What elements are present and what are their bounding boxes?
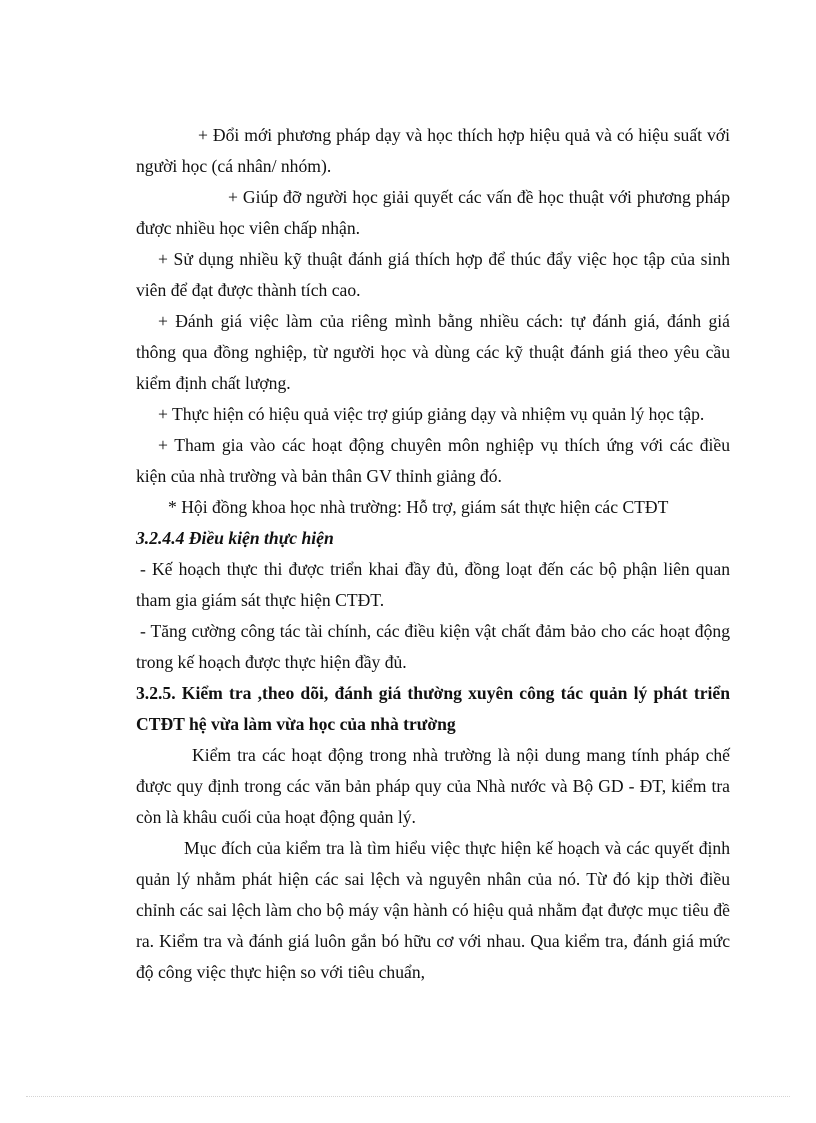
body-paragraph: Mục đích của kiểm tra là tìm hiểu việc thực hiện kế hoạch và các quyết định quản lý nhằm phát hiện các sai lệch và nguyên nhân của nó. Từ đó kịp thời điều chỉnh các sai lệch làm cho bộ máy vận hành có hiệu quả nhằm đạt được mục tiêu đề ra. Kiểm tra và đánh giá luôn gắn bó hữu cơ với nhau. Qua kiểm tra, đánh giá mức độ công việc thực hiện so với tiêu chuẩn, xyxy=(136,838,730,982)
bullet-paragraph: + Sử dụng nhiều kỹ thuật đánh giá thích hợp để thúc đẩy việc học tập của sinh viên để đạt được thành tích cao. xyxy=(136,249,730,300)
condition-paragraph: - Kế hoạch thực thi được triển khai đầy đủ, đồng loạt đến các bộ phận liên quan tham gia giám sát thực hiện CTĐT. xyxy=(136,559,730,610)
note-paragraph: * Hội đồng khoa học nhà trường: Hỗ trợ, giám sát thực hiện các CTĐT xyxy=(168,497,669,517)
section-heading: 3.2.5. Kiểm tra ,theo dõi, đánh giá thường xuyên công tác quản lý phát triển CTĐT hệ vừa làm vừa học của nhà trường xyxy=(136,683,730,734)
page-content xyxy=(136,120,730,988)
condition-paragraph: - Tăng cường công tác tài chính, các điều kiện vật chất đảm bảo cho các hoạt động trong kế hoạch được thực hiện đầy đủ. xyxy=(136,621,730,672)
bullet-paragraph: + Đổi mới phương pháp dạy và học thích hợp hiệu quả và có hiệu suất với người học (cá nhân/ nhóm). xyxy=(136,125,730,176)
page-bottom-divider xyxy=(26,1096,790,1097)
bullet-paragraph: + Đánh giá việc làm của riêng mình bằng nhiều cách: tự đánh giá, đánh giá thông qua đồng nghiệp, từ người học và dùng các kỹ thuật đánh giá theo yêu cầu kiểm định chất lượng. xyxy=(136,311,730,393)
bullet-paragraph: + Thực hiện có hiệu quả việc trợ giúp giảng dạy và nhiệm vụ quản lý học tập. xyxy=(158,404,705,424)
bullet-paragraph: + Tham gia vào các hoạt động chuyên môn nghiệp vụ thích ứng với các điều kiện của nhà trường và bản thân GV thỉnh giảng đó. xyxy=(136,435,730,486)
section-heading: 3.2.4.4 Điều kiện thực hiện xyxy=(136,528,334,548)
body-paragraph: Kiểm tra các hoạt động trong nhà trường là nội dung mang tính pháp chế được quy định trong các văn bản pháp quy của Nhà nước và Bộ GD - ĐT, kiểm tra còn là khâu cuối của hoạt động quản lý. xyxy=(136,745,730,827)
bullet-paragraph: + Giúp đỡ người học giải quyết các vấn đề học thuật với phương pháp được nhiều học viên chấp nhận. xyxy=(136,187,730,238)
